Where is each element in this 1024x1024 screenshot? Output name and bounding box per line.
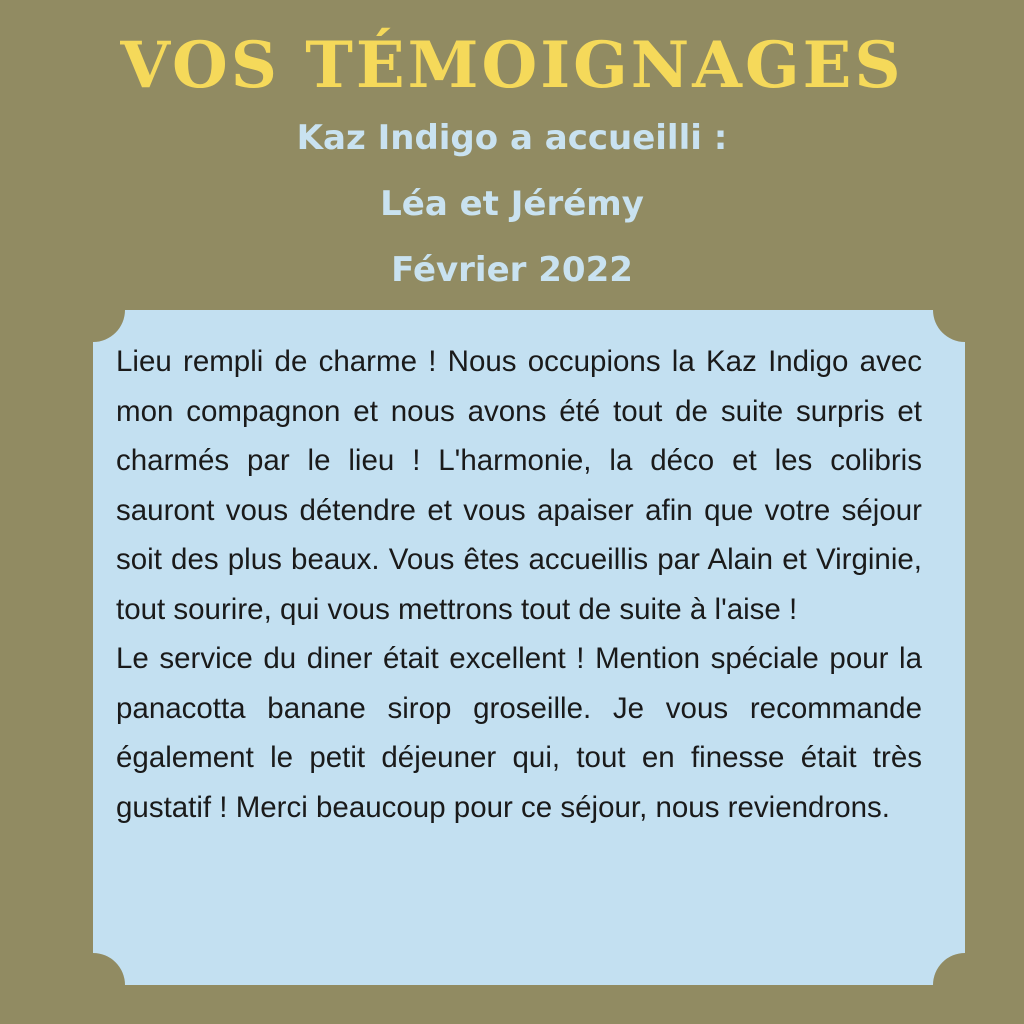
testimonial-paragraph-1: Lieu rempli de charme ! Nous occupions la Kaz Indigo avec mon compagnon et nous avons été tout de suite surpris et charmés par le lieu ! L'harmonie, la déco et les colibris sauront vous détendre et vous apaiser afin que votre séjour soit des plus beaux. Vous êtes accueillis par Alain et Virginie, tout sourire, qui vous mettrons tout de suite à l'aise !	[116, 345, 922, 626]
page-title: VOS TÉMOIGNAGES	[120, 28, 904, 103]
testimonial-paragraph-2: Le service du diner était excellent ! Mention spéciale pour la panacotta banane sirop groseille. Je vous recommande également le petit déjeuner qui, tout en finesse était très gustatif ! Merci beaucoup pour ce séjour, nous reviendrons.	[116, 642, 922, 824]
stay-date: Février 2022	[391, 250, 633, 290]
testimonial-text	[116, 337, 922, 832]
host-line: Kaz Indigo a accueilli :	[296, 118, 728, 158]
guest-names: Léa et Jérémy	[380, 184, 644, 224]
